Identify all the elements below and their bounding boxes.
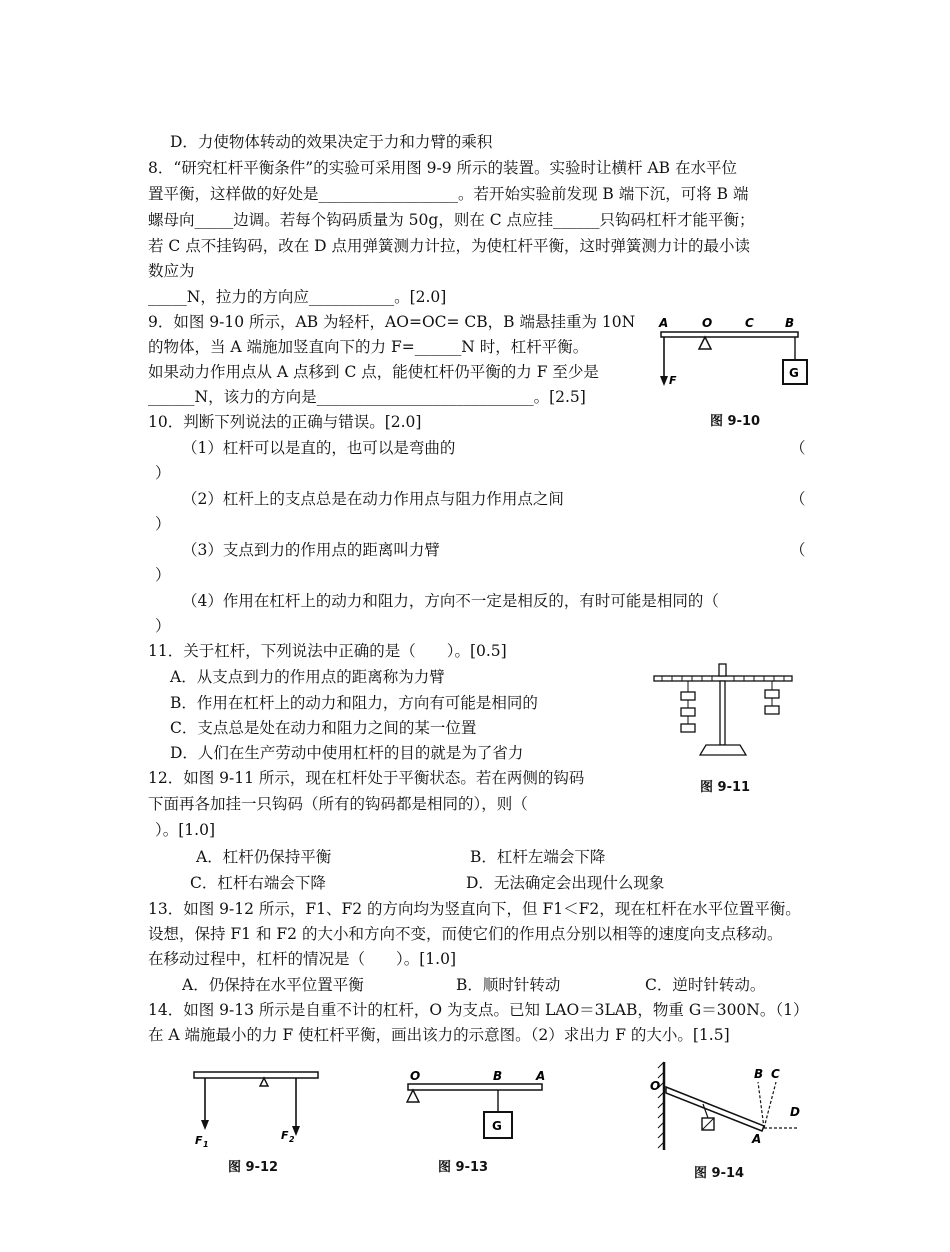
fig910-label-b: B [785, 316, 795, 330]
fig910-label-c: C [745, 316, 754, 330]
q14-line-2: 在 A 端施最小的力 F 使杠杆平衡，画出该力的示意图。（2）求出力 F 的大小。[1.5] [148, 1026, 730, 1044]
svg-text:A: A [752, 1132, 762, 1146]
fig910-force-arrow [660, 376, 668, 386]
q13-line-3: 在移动过程中，杠杆的情况是（ ）。[1.0] [148, 950, 456, 968]
svg-text:B: B [754, 1067, 764, 1081]
q11-option-b: B．作用在杠杆上的动力和阻力，方向有可能是相同的 [170, 694, 538, 712]
q13-line-1: 13．如图 9-12 所示，F1、F2 的方向均为竖直向下，但 F1＜F2，现在杠杆在水平位置平衡。 [148, 900, 801, 918]
q10-item-2: （2）杠杆上的支点总是在动力作用点与阻力作用点之间 [182, 490, 564, 508]
q11-option-a: A．从支点到力的作用点的距离称为力臂 [170, 668, 445, 686]
caption-fig-9-14: 图 9-14 [694, 1166, 745, 1181]
q10-item-4: （4）作用在杠杆上的动力和阻力，方向不一定是相反的，有时可能是相同的（ [182, 592, 719, 610]
q8-line-1: 8．“研究杠杆平衡条件”的实验可采用图 9-9 所示的装置。实验时让横杆 AB 在水平位 [148, 159, 737, 177]
svg-text:F: F [195, 1134, 203, 1147]
fig910-label-g: G [789, 366, 799, 380]
q11-option-c: C．支点总是处在动力和阻力之间的某一位置 [170, 719, 477, 737]
svg-text:C: C [771, 1067, 780, 1081]
svg-text:O: O [650, 1079, 661, 1093]
svg-text:D: D [790, 1105, 800, 1119]
fig910-label-o: O [702, 316, 713, 330]
fig910-fulcrum [699, 337, 711, 349]
q13-option-c: C．逆时针转动。 [645, 976, 766, 994]
q10-item-1: （1）杠杆可以是直的，也可以是弯曲的 [182, 439, 456, 457]
fig910-label-a: A [659, 316, 669, 330]
q8-line-2: 置平衡，这样做的好处是__________________。若开始实验前发现 B 端下沉，可将 B 端 [148, 185, 749, 203]
caption-fig-9-10: 图 9-10 [710, 414, 761, 429]
svg-text:O: O [410, 1069, 421, 1083]
q8-line-6: _____N，拉力的方向应___________。[2.0] [148, 288, 447, 306]
q12-option-c: C．杠杆右端会下降 [190, 874, 326, 892]
figure-9-13 [400, 1062, 550, 1152]
q9-line-1: 9．如图 9-10 所示，AB 为轻杆，AO=OC= CB，B 端悬挂重为 10N [148, 313, 636, 331]
figure-9-12 [188, 1062, 328, 1147]
q13-line-2: 设想，保持 F1 和 F2 的大小和方向不变，而使它们的作用点分别以相等的速度向支点移动。 [148, 925, 783, 943]
q7-option-d: D．力使物体转动的效果决定于力和力臂的乘积 [170, 133, 493, 151]
q12-option-b: B．杠杆左端会下降 [470, 848, 606, 866]
svg-text:B: B [493, 1069, 503, 1083]
q10-item-3: （3）支点到力的作用点的距离叫力臂 [182, 541, 440, 559]
q10-stem: 10．判断下列说法的正确与错误。[2.0] [148, 413, 422, 431]
q12-option-d: D．无法确定会出现什么现象 [466, 874, 665, 892]
q12-line-3: ）。[1.0] [155, 821, 215, 839]
q10-item-2-paren-open: （ [790, 490, 806, 508]
q12-line-1: 12．如图 9-11 所示，现在杠杆处于平衡状态。若在两侧的钩码 [148, 769, 585, 787]
q13-option-a: A．仍保持在水平位置平衡 [182, 976, 364, 994]
q10-item-3-paren-close: ） [155, 566, 171, 584]
svg-text:1: 1 [203, 1140, 209, 1147]
q10-item-2-paren-close: ） [155, 515, 171, 533]
figure-9-10 [655, 312, 815, 392]
caption-fig-9-12: 图 9-12 [228, 1160, 279, 1175]
fig910-label-f: F [669, 374, 677, 387]
caption-fig-9-13: 图 9-13 [438, 1160, 489, 1175]
q10-item-4-paren-close: ） [155, 617, 171, 635]
svg-text:F: F [281, 1129, 289, 1142]
q12-line-2: 下面再各加挂一只钩码（所有的钩码都是相同的），则（ [148, 795, 528, 813]
q13-option-b: B．顺时针转动 [456, 976, 561, 994]
svg-text:2: 2 [289, 1135, 295, 1144]
caption-fig-9-11: 图 9-11 [700, 780, 751, 795]
q10-item-1-paren-open: （ [790, 439, 806, 457]
q14-line-1: 14．如图 9-13 所示是自重不计的杠杆，O 为支点。已知 LAO＝3LAB，物重 G＝300N。（1） [148, 1001, 809, 1019]
q8-line-4: 若 C 点不挂钩码，改在 D 点用弹簧测力计拉，为使杠杆平衡，这时弹簧测力计的最小读 [148, 237, 750, 255]
svg-text:A: A [536, 1069, 546, 1083]
q9-line-2: 的物体，当 A 端施加竖直向下的力 F=______N 时，杠杆平衡。 [148, 338, 589, 356]
q8-line-5: 数应为 [148, 262, 195, 280]
q9-line-3: 如果动力作用点从 A 点移到 C 点，能使杠杆仍平衡的力 F 至少是 [148, 363, 599, 381]
fig910-lever [661, 332, 798, 337]
figure-9-14 [648, 1060, 818, 1155]
q8-line-3: 螺母向_____边调。若每个钩码质量为 50g，则在 C 点应挂______只钩码杠杆才能平衡； [148, 211, 755, 229]
svg-text:G: G [492, 1119, 502, 1133]
q11-stem: 11．关于杠杆，下列说法中正确的是（ ）。[0.5] [148, 642, 507, 660]
q10-item-3-paren-open: （ [790, 541, 806, 559]
figure-9-11 [648, 660, 798, 765]
q12-option-a: A．杠杆仍保持平衡 [196, 848, 332, 866]
q10-item-1-paren-close: ） [155, 464, 171, 482]
q9-line-4: ______N，该力的方向是____________________________。[2.5] [148, 388, 586, 406]
q11-option-d: D．人们在生产劳动中使用杠杆的目的就是为了省力 [170, 744, 524, 762]
